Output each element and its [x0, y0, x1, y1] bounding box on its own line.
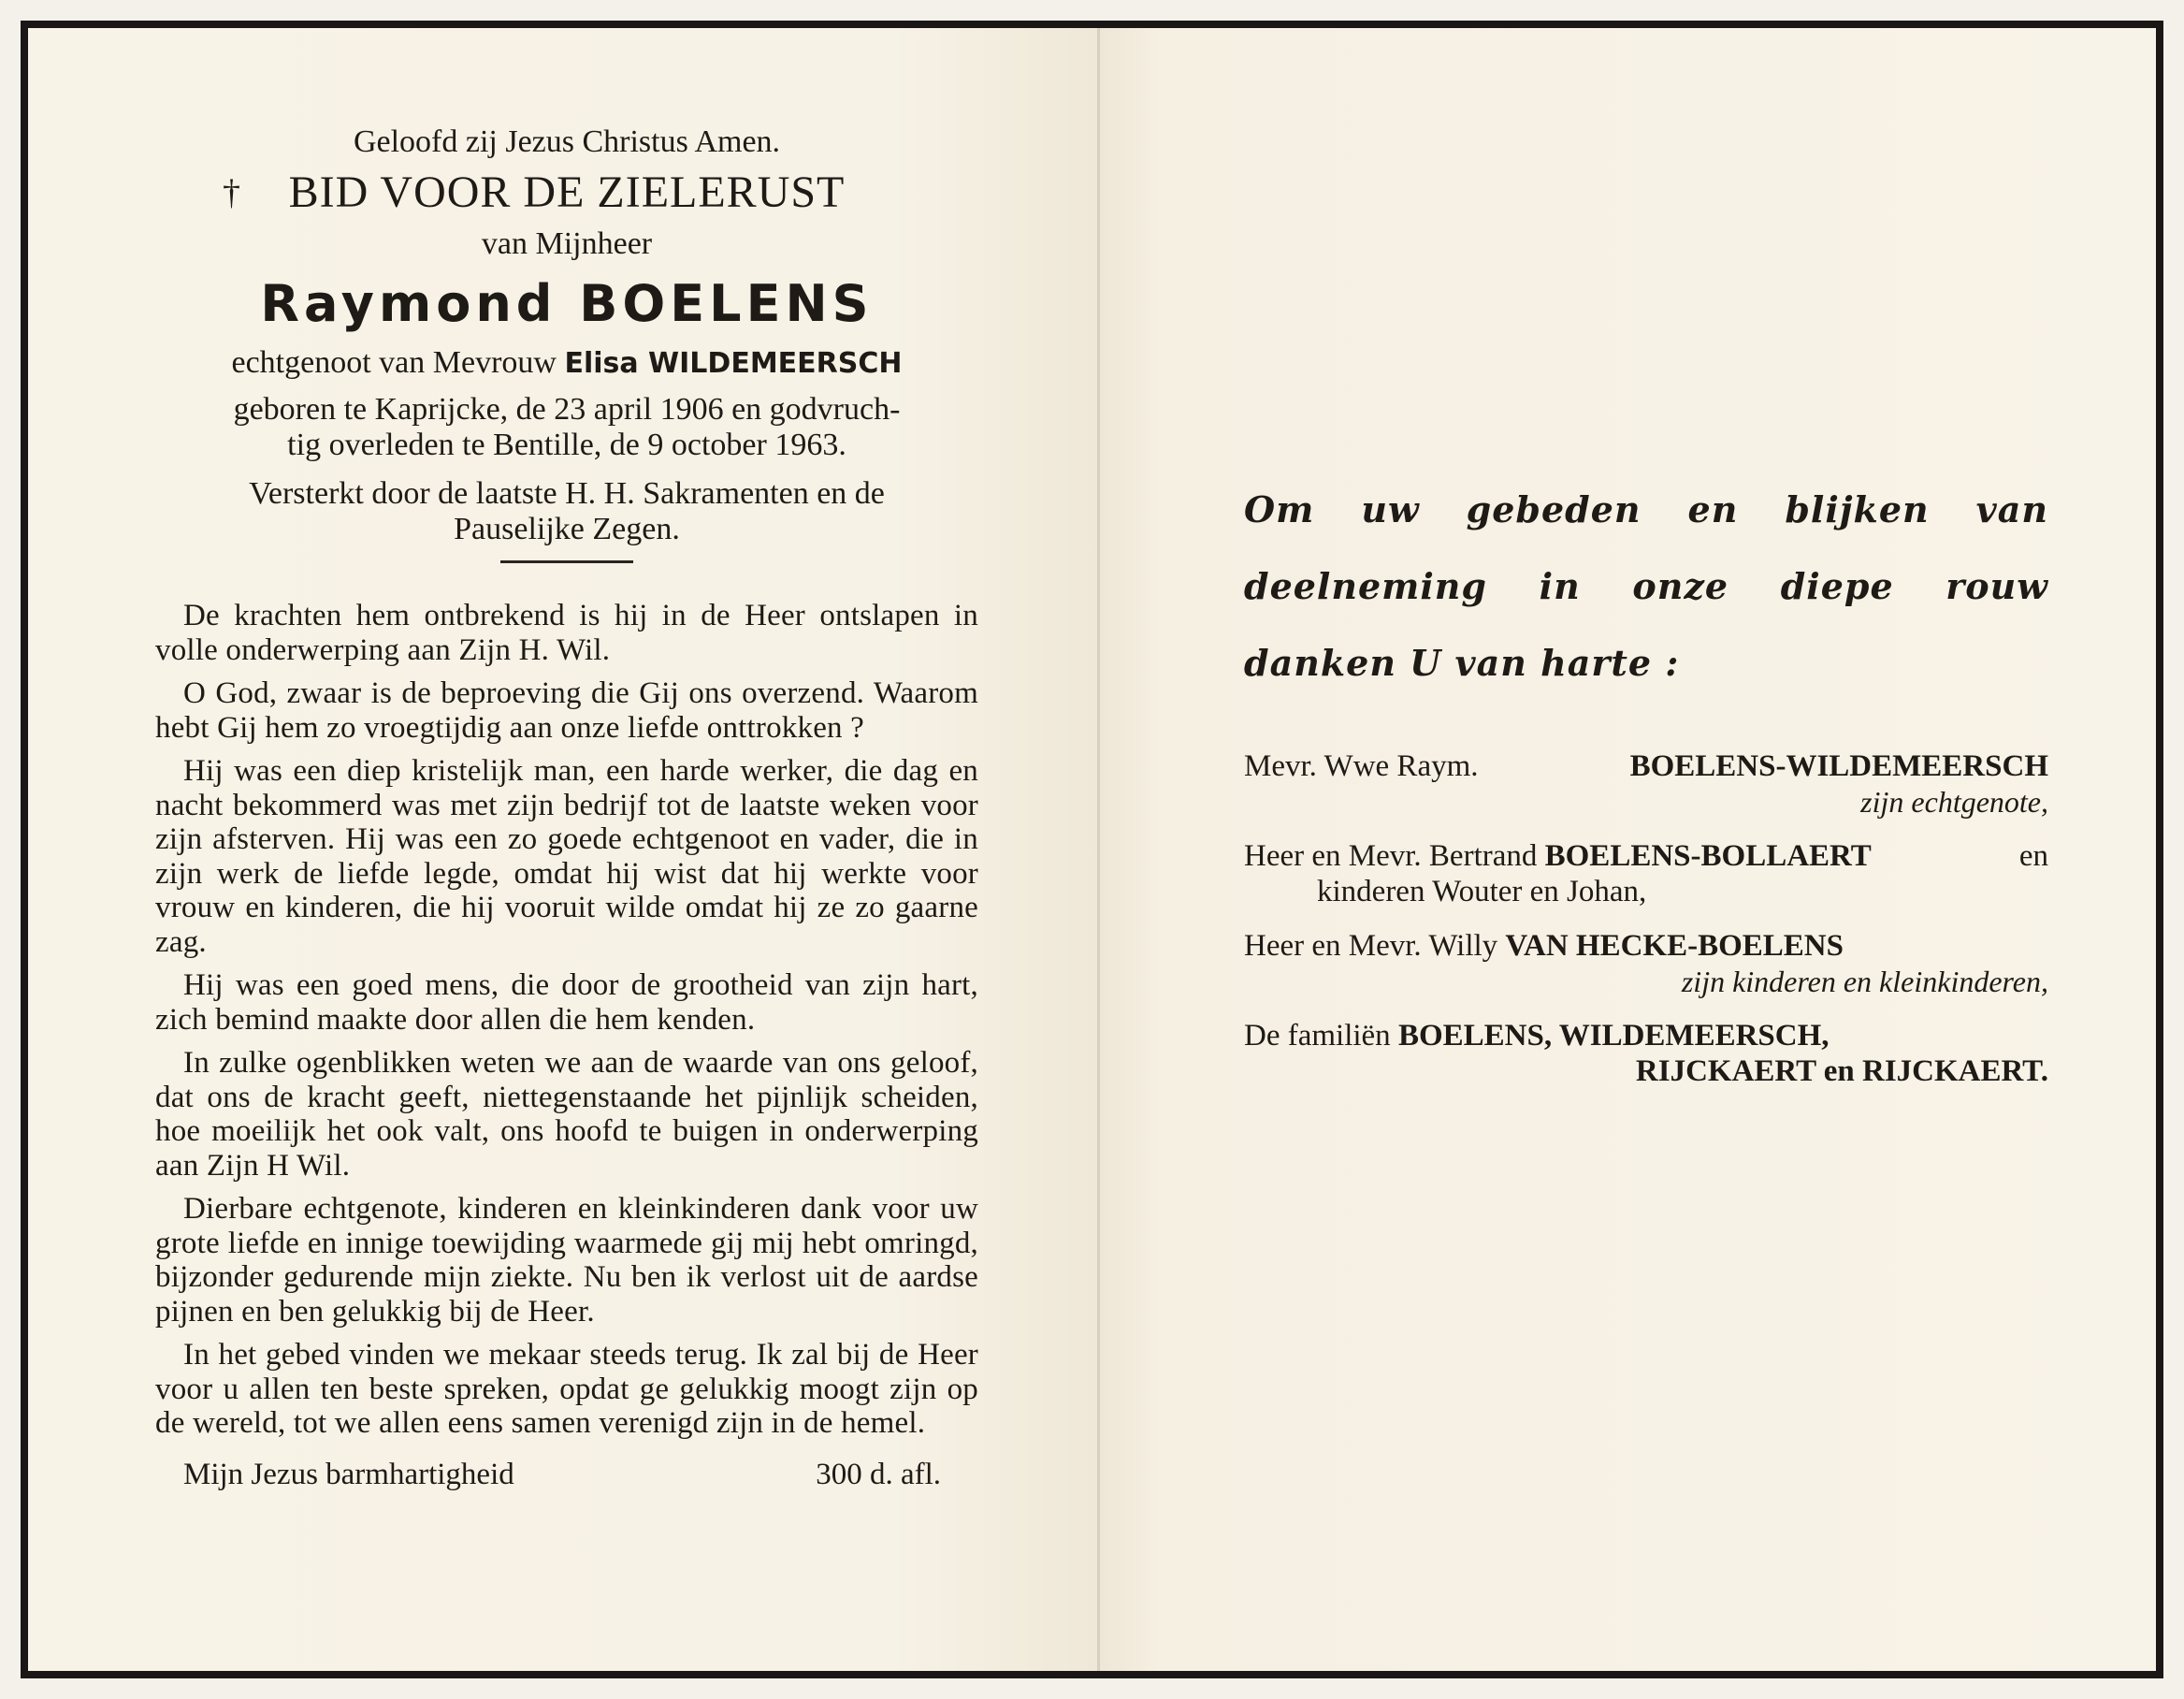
spouse-name: Elisa WILDEMEERSCH — [564, 347, 903, 380]
family-name: BOELENS-WILDEMEERSCH — [1629, 749, 2048, 783]
deceased-name: Raymond BOELENS — [260, 274, 874, 333]
paragraph: In het gebed vinden we mekaar steeds terug. Ik zal bij de Heer voor u allen ten beste spreken, opdat ge gelukkig moogt zijn op de wereld, tot we allen eens samen verenigd zijn in de hemel. — [155, 1338, 978, 1440]
family-line — [1244, 838, 2048, 874]
heading-text: BID VOOR DE ZIELERUST — [288, 167, 846, 217]
right-page-content — [1244, 472, 2048, 1108]
sacraments-line — [155, 476, 978, 547]
family-continuation: kinderen Wouter en Johan, — [1317, 875, 1647, 908]
paragraph: Hij was een goed mens, die door de grootheid van zijn hart, zich bemind maakte door allen die hem kenden. — [155, 968, 978, 1037]
born-line-2: tig overleden te Bentille, de 9 october 1963. — [287, 428, 846, 462]
heading — [155, 165, 978, 221]
family-role: zijn echtgenote, — [1860, 785, 2048, 819]
family-prefix: De familiën — [1244, 1019, 1391, 1053]
family-line — [1244, 1018, 2048, 1053]
left-page — [28, 28, 1099, 1671]
left-page-content — [155, 120, 978, 1493]
family-prefix: Heer en Mevr. Bertrand — [1244, 839, 1538, 873]
cross-icon: † — [223, 173, 241, 212]
invocation: Geloofd zij Jezus Christus Amen. — [353, 124, 781, 159]
paragraph: Hij was een diep kristelijk man, een harde werker, die dag en nacht bekommerd was met zijn bedrijf tot de laatste weken voor zijn afsterven. Hij was een zo goede echtgenoot en vader, die in zijn werk de liefde legde, omdat hij wist dat hij werkte voor vrouw en kinderen, die hij vooruit wilde omdat hij ze zo gaarne zag. — [155, 754, 978, 959]
family-name: RIJCKAERT en RIJCKAERT. — [1635, 1054, 2048, 1088]
family-line-main — [1244, 838, 1872, 874]
family-suffix: en — [2018, 839, 2048, 873]
page-fold — [1097, 28, 1100, 1671]
paragraph: De krachten hem ontbrekend is hij in de Heer ontslapen in volle onderwerping aan Zijn H. Wil. — [155, 599, 978, 667]
family-line — [1244, 748, 2048, 784]
paragraph: In zulke ogenblikken weten we aan de waarde van ons geloof, dat ons de kracht geeft, niettegenstaande het pijnlijk scheiden, hoe moeilijk het ook valt, ons hoofd te buigen in onderwerping aan Zijn H Wil. — [155, 1046, 978, 1183]
family-prefix: Mevr. Wwe Raym. — [1244, 749, 1479, 783]
spouse-line — [155, 341, 978, 386]
family-entry-daughter — [1244, 928, 2048, 999]
family-line — [1244, 1053, 2048, 1089]
family-list — [1244, 748, 2048, 1089]
family-prefix: Heer en Mevr. Willy — [1244, 929, 1498, 963]
family-role: zijn kinderen en kleinkinderen, — [1681, 965, 2048, 998]
memorial-card — [21, 21, 2163, 1678]
family-line — [1244, 928, 2048, 964]
indulgence: 300 d. afl. — [816, 1457, 941, 1491]
family-name: VAN HECKE-BOELENS — [1505, 929, 1844, 963]
footer-row — [155, 1456, 978, 1493]
sacraments-line-2: Pauselijke Zegen. — [454, 512, 680, 546]
birth-death-line — [155, 392, 978, 463]
paragraph: O God, zwaar is de beproeving die Gij ons overzend. Waarom hebt Gij hem zo vroegtijdig aan onze liefde onttrokken ? — [155, 676, 978, 745]
closing-prayer: Mijn Jezus barmhartigheid — [183, 1457, 514, 1491]
paragraph: Dierbare echtgenote, kinderen en kleinkinderen dank voor uw grote liefde en innige toewijding waarmede gij mij hebt omringd, bijzonder gedurende mijn ziekte. Nu ben ik verlost uit de aardse pijnen en ben gelukkig bij de Heer. — [155, 1192, 978, 1329]
family-entry-spouse — [1244, 748, 2048, 820]
family-name: BOELENS, WILDEMEERSCH, — [1397, 1019, 1830, 1053]
born-line-1: geboren te Kaprijcke, de 23 april 1906 en godvruch- — [233, 392, 901, 427]
family-name: BOELENS-BOLLAERT — [1544, 839, 1872, 873]
family-entry-families — [1244, 1018, 2048, 1089]
divider-rule — [500, 560, 633, 563]
van-mijnheer: van Mijnheer — [481, 226, 653, 261]
thanks-text: Om uw gebeden en blijken van deelneming in onze diepe rouw danken U van harte : — [1244, 488, 2048, 684]
family-entry-son — [1244, 838, 2048, 909]
spouse-prefix: echtgenoot van Mevrouw — [231, 345, 557, 380]
sacraments-line-1: Versterkt door de laatste H. H. Sakramenten en de — [249, 476, 885, 511]
